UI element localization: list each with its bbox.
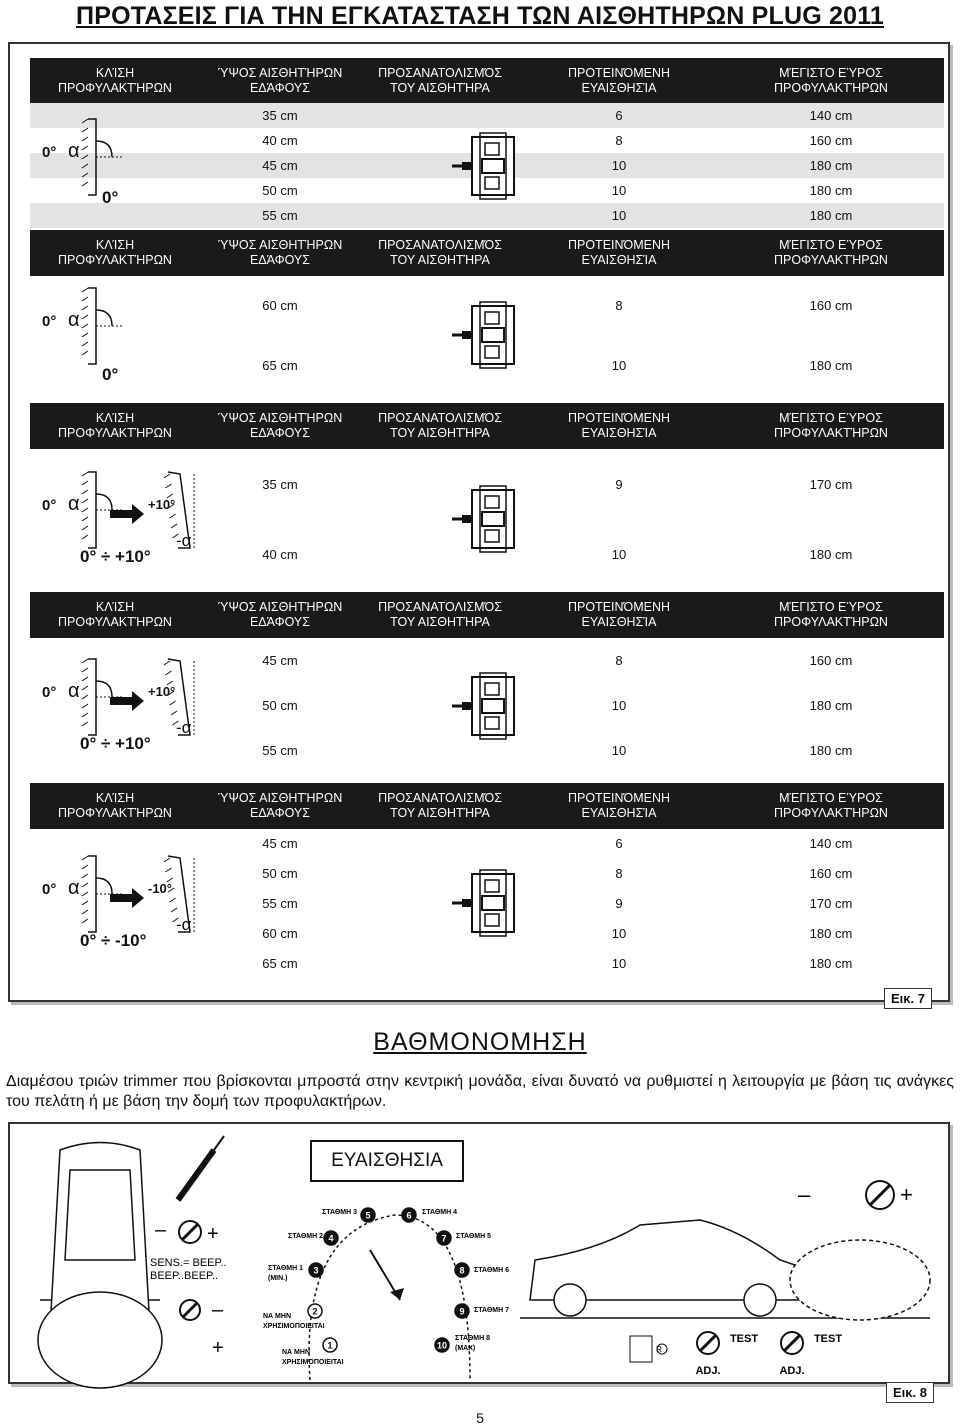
station-number: 7 xyxy=(441,1233,447,1244)
max-width-value: 180 cm xyxy=(809,158,853,173)
station-number: 1 xyxy=(327,1340,333,1351)
r-label: R xyxy=(656,1345,662,1354)
ground-height-value: 40 cm xyxy=(262,546,298,562)
station-number: 6 xyxy=(406,1210,412,1221)
plus-sign: + xyxy=(207,1223,219,1245)
header-sens: ΠΡΟΤΕΙΝΌΜΕΝΗ ΕΥΑΙΣΘΗΣΊΑ xyxy=(567,238,671,267)
header-orient: ΠΡΟΣΑΝΑΤΟΛΙΣΜΌΣ ΤΟΥ ΑΙΣΘΗΤΉΡΑ xyxy=(378,411,502,440)
screwdriver-icon xyxy=(178,1136,224,1200)
minus-sign: – xyxy=(798,1182,811,1207)
ground-height-value: 50 cm xyxy=(262,698,298,713)
max-width-value: 170 cm xyxy=(809,476,853,492)
adj-label: ADJ. xyxy=(695,1365,721,1377)
station-label: ΣΤΑΘΜΗ 1 xyxy=(268,1265,303,1272)
station-label: ΝΑ ΜΗΝ xyxy=(263,1313,291,1320)
tilt-range-label: 0° ÷ -10° xyxy=(80,931,147,950)
station-label: ΣΤΑΘΜΗ 3 xyxy=(322,1209,357,1216)
max-width-value: 160 cm xyxy=(809,653,853,668)
angle-zero-label: 0° xyxy=(42,143,57,161)
sensitivity-value: 6 xyxy=(615,835,623,851)
header-height: ΎΨΟΣ ΑΙΣΘΗΤΉΡΩΝ ΕΔΆΦΟΥΣ xyxy=(217,411,343,440)
sensitivity-label: ΕΥΑΙΣΘΗΣΙΑ xyxy=(310,1140,464,1182)
header-tilt: ΚΛΊΣΗ ΠΡΟΦΥΛΑΚΤΉΡΩΝ xyxy=(58,791,172,820)
station-label: ΣΤΑΘΜΗ 5 xyxy=(456,1233,491,1240)
ground-height-value: 50 cm xyxy=(262,865,298,881)
adj-label: ADJ. xyxy=(779,1365,805,1377)
header-tilt: ΚΛΊΣΗ ΠΡΟΦΥΛΑΚΤΉΡΩΝ xyxy=(58,238,172,267)
tilt-range-label: 0° xyxy=(102,187,119,207)
sensitivity-value: 10 xyxy=(611,546,627,562)
ground-height-value: 60 cm xyxy=(262,297,298,313)
sensitivity-value: 9 xyxy=(615,476,623,492)
station-label: ΣΤΑΘΜΗ 4 xyxy=(422,1209,457,1216)
station-label: ΣΤΑΘΜΗ 2 xyxy=(288,1233,323,1240)
ground-height-value: 60 cm xyxy=(262,925,298,941)
max-width-value: 170 cm xyxy=(809,895,853,911)
minus-alpha-label: -α xyxy=(176,717,192,737)
max-width-value: 140 cm xyxy=(809,108,853,123)
tilt-range-label: 0° xyxy=(102,365,119,384)
max-width-value: 180 cm xyxy=(809,743,853,758)
ground-height-value: 55 cm xyxy=(262,743,298,758)
calibration-text: Διαμέσου τριών trimmer που βρίσκονται μπροστά στην κεντρική μονάδα, είναι δυνατό να ρυθμιστεί η λειτουργία με βάση τις ανάγκες του πελάτη ή με βάση την δομή των προφυλακτήρων. xyxy=(6,1073,954,1110)
station-number: 5 xyxy=(365,1210,371,1221)
header-width: ΜΈΓΙΣΤΟ ΕΎΡΟΣ ΠΡΟΦΥΛΑΚΤΉΡΩΝ xyxy=(774,600,888,629)
station-label: ΣΤΑΘΜΗ 7 xyxy=(474,1307,509,1314)
header-sens: ΠΡΟΤΕΙΝΌΜΕΝΗ ΕΥΑΙΣΘΗΣΊΑ xyxy=(567,411,671,440)
max-width-value: 180 cm xyxy=(809,183,853,198)
tilt-range-label: 0° ÷ +10° xyxy=(80,733,151,753)
max-width-value: 160 cm xyxy=(809,865,853,881)
alpha-label: α xyxy=(68,139,80,162)
max-width-value: 180 cm xyxy=(809,208,853,223)
max-width-value: 180 cm xyxy=(809,546,853,562)
car-top-view xyxy=(38,1143,162,1389)
header-height: ΎΨΟΣ ΑΙΣΘΗΤΉΡΩΝ ΕΔΆΦΟΥΣ xyxy=(217,66,343,95)
ground-height-value: 40 cm xyxy=(262,133,298,148)
header-height: ΎΨΟΣ ΑΙΣΘΗΤΉΡΩΝ ΕΔΆΦΟΥΣ xyxy=(217,600,343,629)
header-tilt: ΚΛΊΣΗ ΠΡΟΦΥΛΑΚΤΉΡΩΝ xyxy=(58,66,172,95)
alpha-label: α xyxy=(68,309,80,331)
sensitivity-value: 8 xyxy=(615,653,623,668)
angle-zero-label: 0° xyxy=(42,313,57,330)
alpha-label: α xyxy=(68,877,80,899)
station-label: ΧΡΗΣΙΜΟΠΟΙΕΙΤΑΙ xyxy=(263,1323,325,1330)
station-number: 3 xyxy=(313,1265,319,1276)
max-width-value: 160 cm xyxy=(809,133,853,148)
station-label: ΝΑ ΜΗΝ xyxy=(282,1349,310,1356)
header-orient: ΠΡΟΣΑΝΑΤΟΛΙΣΜΌΣ ΤΟΥ ΑΙΣΘΗΤΉΡΑ xyxy=(378,66,502,95)
ground-height-value: 45 cm xyxy=(262,653,298,668)
sensitivity-value: 10 xyxy=(611,208,627,223)
sensitivity-value: 8 xyxy=(615,865,623,881)
sensitivity-value: 10 xyxy=(611,955,627,971)
page-number: 5 xyxy=(476,1410,484,1426)
header-tilt: ΚΛΊΣΗ ΠΡΟΦΥΛΑΚΤΉΡΩΝ xyxy=(58,411,172,440)
station-number: 10 xyxy=(436,1340,448,1351)
station-number: 2 xyxy=(312,1306,318,1317)
station-label: ΣΤΑΘΜΗ 6 xyxy=(474,1267,509,1274)
header-width: ΜΈΓΙΣΤΟ ΕΎΡΟΣ ΠΡΟΦΥΛΑΚΤΉΡΩΝ xyxy=(774,791,888,820)
figure-7-label: Εικ. 7 xyxy=(884,988,932,1009)
max-width-value: 180 cm xyxy=(809,955,853,971)
angle-zero-label: 0° xyxy=(42,497,57,514)
station-label: ΣΤΑΘΜΗ 8 xyxy=(455,1335,490,1342)
station-number: 9 xyxy=(459,1306,465,1317)
minus-sign: – xyxy=(212,1299,224,1321)
sensitivity-value: 10 xyxy=(611,925,627,941)
ground-height-value: 55 cm xyxy=(262,895,298,911)
header-orient: ΠΡΟΣΑΝΑΤΟΛΙΣΜΌΣ ΤΟΥ ΑΙΣΘΗΤΉΡΑ xyxy=(378,238,502,267)
max-width-value: 180 cm xyxy=(809,925,853,941)
sensitivity-value: 10 xyxy=(611,743,627,758)
max-width-value: 160 cm xyxy=(809,297,853,313)
angle-zero-label: 0° xyxy=(42,881,57,898)
test-label: TEST xyxy=(729,1333,759,1345)
sensitivity-value: 10 xyxy=(611,183,627,198)
angle-zero-label: 0° xyxy=(42,683,57,701)
header-width: ΜΈΓΙΣΤΟ ΕΎΡΟΣ ΠΡΟΦΥΛΑΚΤΉΡΩΝ xyxy=(774,411,888,440)
figure-8-label: Εικ. 8 xyxy=(886,1382,934,1403)
ground-height-value: 35 cm xyxy=(262,108,298,123)
angle-variation-label: +10° xyxy=(148,497,176,512)
header-orient: ΠΡΟΣΑΝΑΤΟΛΙΣΜΌΣ ΤΟΥ ΑΙΣΘΗΤΉΡΑ xyxy=(378,791,502,820)
ground-height-value: 55 cm xyxy=(262,208,298,223)
ground-height-value: 35 cm xyxy=(262,476,298,492)
minus-alpha-label: -α xyxy=(176,915,192,934)
sensitivity-value: 10 xyxy=(611,357,627,373)
header-sens: ΠΡΟΤΕΙΝΌΜΕΝΗ ΕΥΑΙΣΘΗΣΊΑ xyxy=(567,66,671,95)
header-sens: ΠΡΟΤΕΙΝΌΜΕΝΗ ΕΥΑΙΣΘΗΣΊΑ xyxy=(567,600,671,629)
sensitivity-value: 8 xyxy=(615,133,623,148)
sens-beep-label: SENS.= BEEP.. xyxy=(150,1257,227,1269)
max-width-value: 180 cm xyxy=(809,698,853,713)
tilt-range-label: 0° ÷ +10° xyxy=(80,547,151,566)
ground-height-value: 45 cm xyxy=(262,835,298,851)
ground-height-value: 65 cm xyxy=(262,955,298,971)
max-width-value: 180 cm xyxy=(809,357,853,373)
trimmer-knob-icon xyxy=(781,1332,803,1354)
station-label: (MIN.) xyxy=(268,1275,288,1282)
trimmer-knob-icon xyxy=(180,1300,200,1320)
minus-alpha-label: -α xyxy=(176,531,192,550)
trimmer-knob-icon xyxy=(697,1332,719,1354)
sensitivity-value: 10 xyxy=(611,158,627,173)
minus-sign: – xyxy=(155,1219,167,1241)
header-orient: ΠΡΟΣΑΝΑΤΟΛΙΣΜΌΣ ΤΟΥ ΑΙΣΘΗΤΉΡΑ xyxy=(378,600,502,629)
header-width: ΜΈΓΙΣΤΟ ΕΎΡΟΣ ΠΡΟΦΥΛΑΚΤΉΡΩΝ xyxy=(774,238,888,267)
station-label: ΧΡΗΣΙΜΟΠΟΙΕΙΤΑΙ xyxy=(282,1359,344,1366)
calibration-title: ΒΑΘΜΟΝΟΜΗΣΗ xyxy=(373,1028,587,1056)
test-label: TEST xyxy=(813,1333,843,1345)
station-number: 4 xyxy=(328,1233,334,1244)
angle-variation-label: -10° xyxy=(148,881,172,896)
header-height: ΎΨΟΣ ΑΙΣΘΗΤΉΡΩΝ ΕΔΆΦΟΥΣ xyxy=(217,238,343,267)
ground-height-value: 65 cm xyxy=(262,357,298,373)
station-number: 8 xyxy=(459,1265,465,1276)
sens-beep-label: BEEP..BEEP.. xyxy=(150,1270,219,1282)
sensitivity-value: 8 xyxy=(615,297,623,313)
header-tilt: ΚΛΊΣΗ ΠΡΟΦΥΛΑΚΤΉΡΩΝ xyxy=(58,600,172,629)
max-width-value: 140 cm xyxy=(809,835,853,851)
sensitivity-value: 10 xyxy=(611,698,627,713)
alpha-label: α xyxy=(68,493,80,515)
alpha-label: α xyxy=(68,679,80,702)
page-title: ΠΡΟΤΑΣΕΙΣ ΓΙΑ ΤΗΝ ΕΓΚΑΤΑΣΤΑΣΗ ΤΩΝ ΑΙΣΘΗΤΗΡΩΝ PLUG 2011 xyxy=(75,2,885,30)
trimmer-knob-icon xyxy=(179,1221,201,1243)
sensitivity-value: 9 xyxy=(615,895,623,911)
header-width: ΜΈΓΙΣΤΟ ΕΎΡΟΣ ΠΡΟΦΥΛΑΚΤΉΡΩΝ xyxy=(774,66,888,95)
header-height: ΎΨΟΣ ΑΙΣΘΗΤΉΡΩΝ ΕΔΆΦΟΥΣ xyxy=(217,791,343,820)
sensitivity-value: 6 xyxy=(615,108,623,123)
plus-sign: + xyxy=(900,1182,913,1207)
plus-sign: + xyxy=(212,1337,224,1359)
header-sens: ΠΡΟΤΕΙΝΌΜΕΝΗ ΕΥΑΙΣΘΗΣΊΑ xyxy=(567,791,671,820)
ground-height-value: 45 cm xyxy=(262,158,298,173)
ground-height-value: 50 cm xyxy=(262,183,298,198)
angle-variation-label: +10° xyxy=(148,683,176,699)
car-side-view xyxy=(520,1220,930,1320)
station-label: (MAX) xyxy=(455,1345,476,1352)
trimmer-knob-icon xyxy=(866,1181,894,1209)
